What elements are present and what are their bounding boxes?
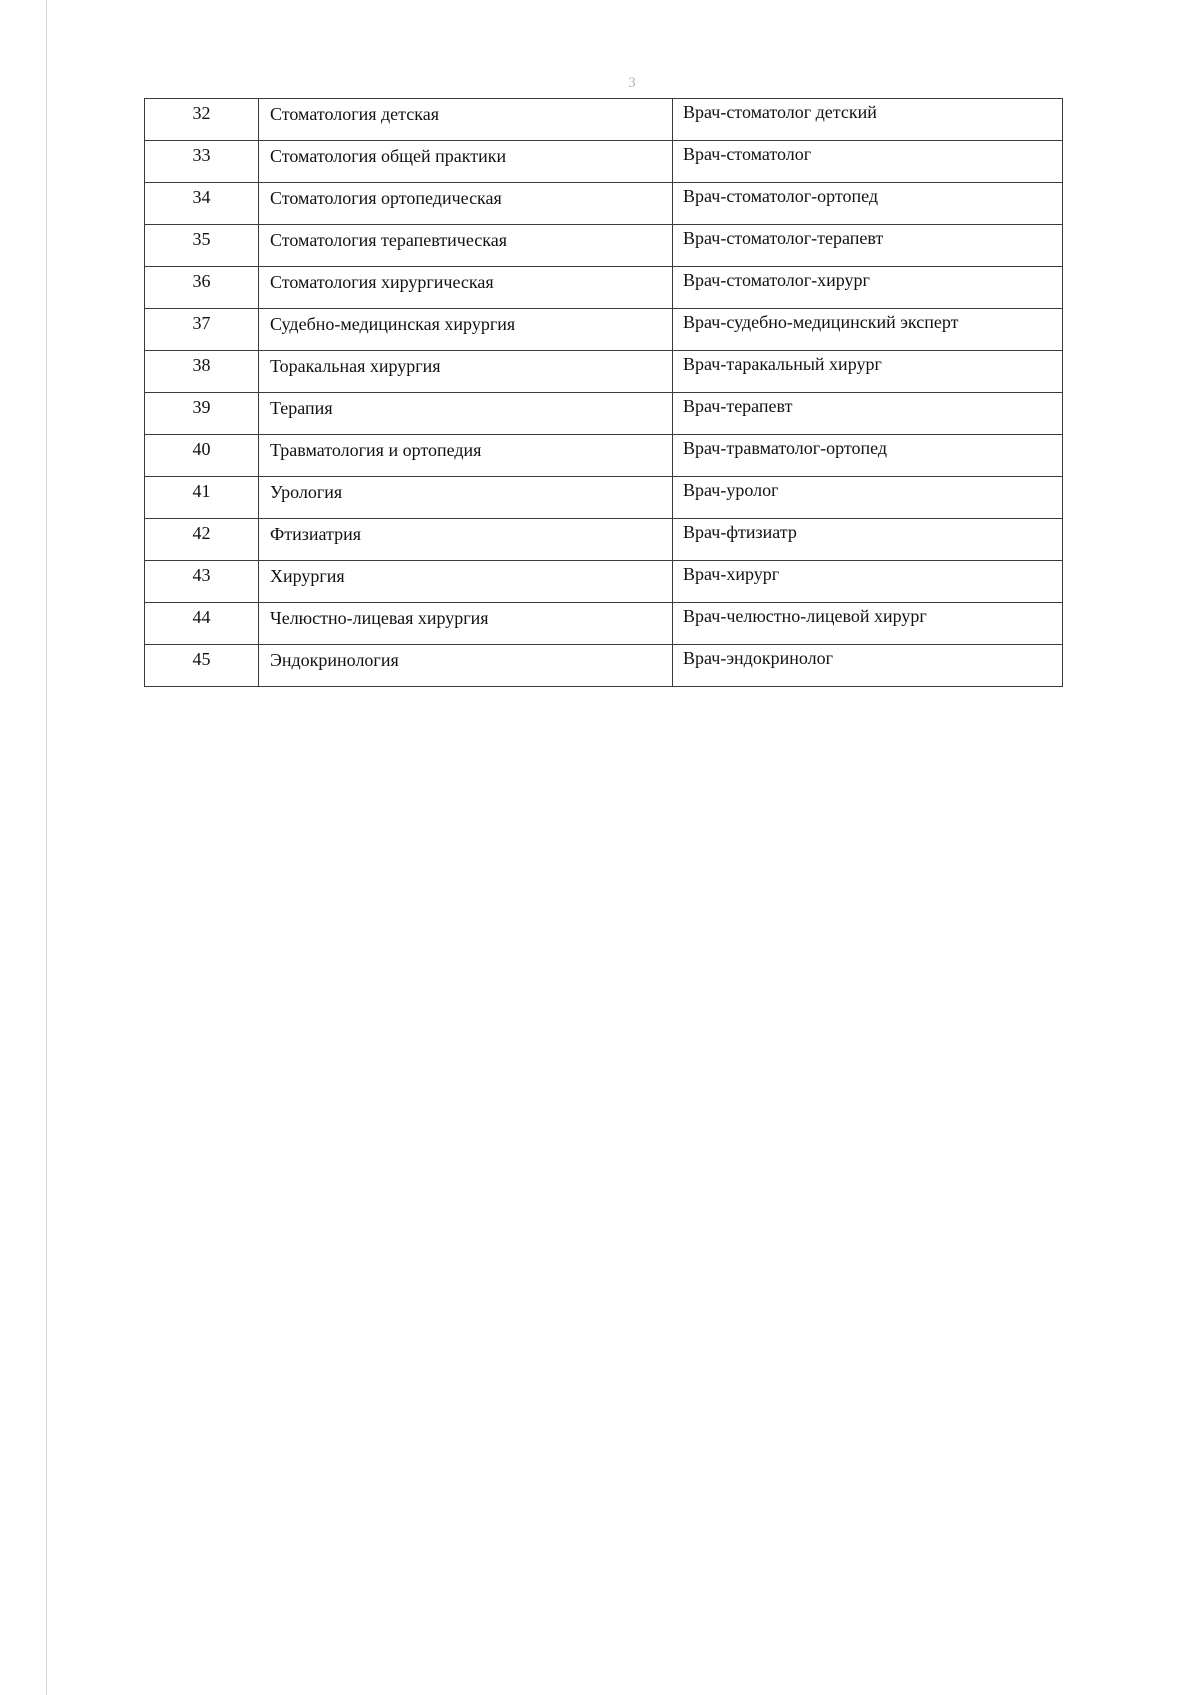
position-cell: Врач-эндокринолог <box>673 645 1063 687</box>
specialty-cell: Стоматология общей практики <box>259 141 673 183</box>
table-row <box>145 267 1063 309</box>
specialty-cell: Стоматология детская <box>259 99 673 141</box>
specialty-cell: Терапия <box>259 393 673 435</box>
specialty-cell: Судебно-медицинская хирургия <box>259 309 673 351</box>
table-row <box>145 225 1063 267</box>
specialty-cell: Стоматология хирургическая <box>259 267 673 309</box>
specialty-cell: Эндокринология <box>259 645 673 687</box>
specialty-cell: Фтизиатрия <box>259 519 673 561</box>
specialty-cell: Хирургия <box>259 561 673 603</box>
row-number: 37 <box>145 309 259 351</box>
specialty-cell: Стоматология терапевтическая <box>259 225 673 267</box>
row-number: 42 <box>145 519 259 561</box>
table-row <box>145 141 1063 183</box>
position-cell: Врач-травматолог-ортопед <box>673 435 1063 477</box>
position-cell: Врач-судебно-медицинский эксперт <box>673 309 1063 351</box>
page-number: 3 <box>628 75 636 91</box>
position-cell: Врач-стоматолог-ортопед <box>673 183 1063 225</box>
position-cell: Врач-стоматолог-терапевт <box>673 225 1063 267</box>
position-cell: Врач-челюстно-лицевой хирург <box>673 603 1063 645</box>
row-number: 35 <box>145 225 259 267</box>
table-row <box>145 393 1063 435</box>
row-number: 32 <box>145 99 259 141</box>
table-row <box>145 603 1063 645</box>
row-number: 44 <box>145 603 259 645</box>
row-number: 33 <box>145 141 259 183</box>
position-cell: Врач-стоматолог-хирург <box>673 267 1063 309</box>
table-row <box>145 309 1063 351</box>
row-number: 41 <box>145 477 259 519</box>
position-cell: Врач-стоматолог детский <box>673 99 1063 141</box>
specialties-table <box>144 98 1063 687</box>
scan-edge-line <box>46 0 47 1695</box>
table-row <box>145 519 1063 561</box>
row-number: 43 <box>145 561 259 603</box>
position-cell: Врач-терапевт <box>673 393 1063 435</box>
table-row <box>145 561 1063 603</box>
table-row <box>145 351 1063 393</box>
table-row <box>145 477 1063 519</box>
position-cell: Врач-уролог <box>673 477 1063 519</box>
position-cell: Врач-стоматолог <box>673 141 1063 183</box>
table-row <box>145 99 1063 141</box>
specialty-cell: Торакальная хирургия <box>259 351 673 393</box>
row-number: 40 <box>145 435 259 477</box>
table-row <box>145 645 1063 687</box>
specialty-cell: Челюстно-лицевая хирургия <box>259 603 673 645</box>
position-cell: Врач-таракальный хирург <box>673 351 1063 393</box>
specialty-cell: Урология <box>259 477 673 519</box>
row-number: 34 <box>145 183 259 225</box>
row-number: 36 <box>145 267 259 309</box>
specialty-cell: Стоматология ортопедическая <box>259 183 673 225</box>
row-number: 45 <box>145 645 259 687</box>
row-number: 38 <box>145 351 259 393</box>
specialty-cell: Травматология и ортопедия <box>259 435 673 477</box>
position-cell: Врач-хирург <box>673 561 1063 603</box>
table-row <box>145 183 1063 225</box>
position-cell: Врач-фтизиатр <box>673 519 1063 561</box>
table-row <box>145 435 1063 477</box>
row-number: 39 <box>145 393 259 435</box>
